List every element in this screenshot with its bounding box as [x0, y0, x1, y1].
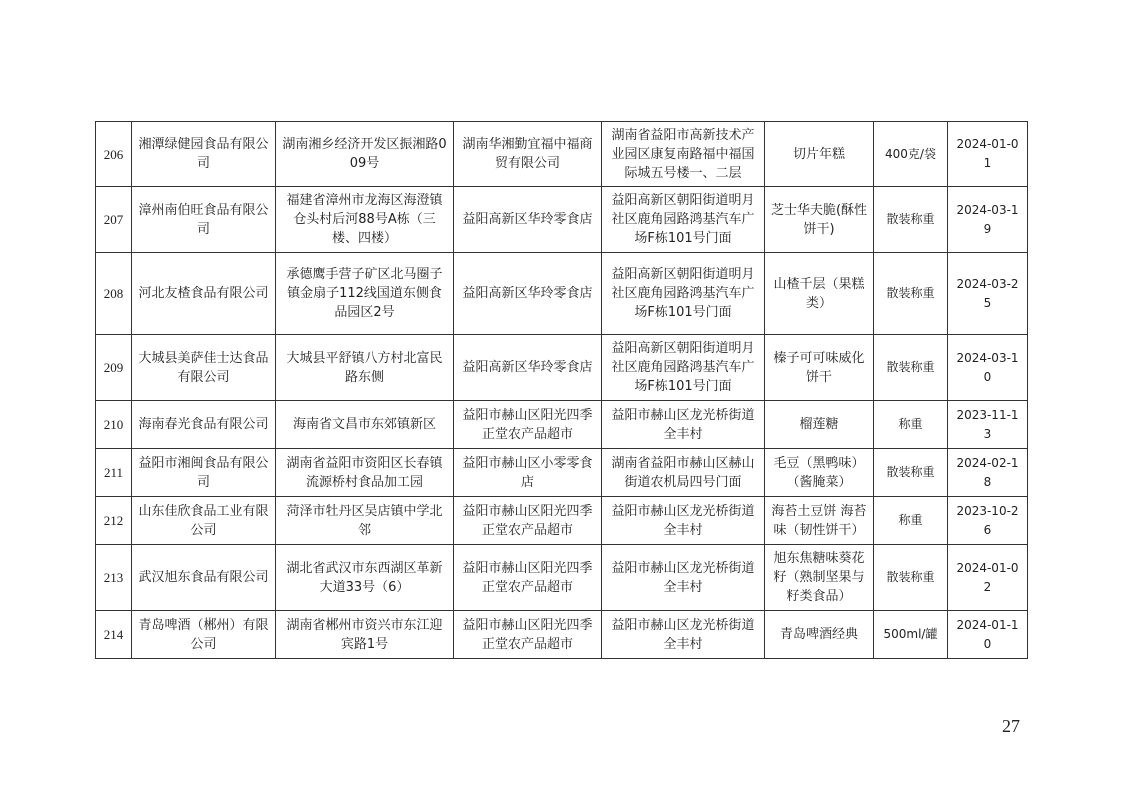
production-date: 2024-01-10: [948, 611, 1028, 659]
product-name: 旭东焦糖味葵花籽（熟制坚果与籽类食品）: [765, 545, 874, 611]
producer-address: 湖北省武汉市东西湖区革新大道33号（6）: [276, 545, 454, 611]
producer-address: 湖南省郴州市资兴市东江迎宾路1号: [276, 611, 454, 659]
seller-name: 益阳市赫山区阳光四季正堂农产品超市: [454, 401, 602, 449]
product-name: 榴莲糖: [765, 401, 874, 449]
seller-address: 湖南省益阳市高新技术产业园区康复南路福中福国际城五号楼一、二层: [602, 122, 765, 187]
seller-name: 益阳市赫山区小零零食店: [454, 449, 602, 497]
product-spec: 散装称重: [874, 545, 948, 611]
product-spec: 散装称重: [874, 187, 948, 253]
page-number: 27: [1002, 716, 1020, 736]
product-name: 山楂千层（果糕类）: [765, 253, 874, 335]
product-name: 海苔土豆饼 海苔味（韧性饼干）: [765, 497, 874, 545]
producer-address: 海南省文昌市东郊镇新区: [276, 401, 454, 449]
product-name: 榛子可可味威化饼干: [765, 335, 874, 401]
seller-name: 益阳市赫山区阳光四季正堂农产品超市: [454, 497, 602, 545]
producer-name: 大城县美萨佳士达食品有限公司: [132, 335, 276, 401]
seller-name: 益阳高新区华玲零食店: [454, 335, 602, 401]
table-row: [96, 497, 1028, 545]
product-name: 芝士华夫脆(酥性饼干): [765, 187, 874, 253]
table-row: [96, 401, 1028, 449]
table-row: [96, 545, 1028, 611]
seller-name: 益阳高新区华玲零食店: [454, 253, 602, 335]
row-index: 213: [96, 545, 132, 611]
product-spec: 散装称重: [874, 253, 948, 335]
producer-name: 海南春光食品有限公司: [132, 401, 276, 449]
seller-name: 益阳高新区华玲零食店: [454, 187, 602, 253]
product-spec: 称重: [874, 497, 948, 545]
producer-name: 武汉旭东食品有限公司: [132, 545, 276, 611]
production-date: 2024-02-18: [948, 449, 1028, 497]
seller-address: 益阳市赫山区龙光桥街道全丰村: [602, 401, 765, 449]
product-name: 切片年糕: [765, 122, 874, 187]
producer-name: 山东佳欣食品工业有限公司: [132, 497, 276, 545]
table-row: [96, 449, 1028, 497]
product-name: 毛豆（黑鸭味）（酱腌菜）: [765, 449, 874, 497]
table-row: [96, 611, 1028, 659]
producer-address: 湖南湘乡经济开发区振湘路009号: [276, 122, 454, 187]
row-index: 214: [96, 611, 132, 659]
production-date: 2024-03-25: [948, 253, 1028, 335]
table-row: [96, 122, 1028, 187]
producer-address: 福建省漳州市龙海区海澄镇仓头村后河88号A栋（三楼、四楼）: [276, 187, 454, 253]
product-name: 青岛啤酒经典: [765, 611, 874, 659]
table-row: [96, 335, 1028, 401]
product-spec: 500ml/罐: [874, 611, 948, 659]
producer-address: 承德鹰手营子矿区北马圈子镇金扇子112线国道东侧食品园区2号: [276, 253, 454, 335]
seller-name: 湖南华湘勤宜福中福商贸有限公司: [454, 122, 602, 187]
production-date: 2024-01-01: [948, 122, 1028, 187]
inspection-records-table: [95, 121, 1028, 659]
production-date: 2023-10-26: [948, 497, 1028, 545]
production-date: 2024-03-19: [948, 187, 1028, 253]
seller-name: 益阳市赫山区阳光四季正堂农产品超市: [454, 545, 602, 611]
seller-address: 益阳市赫山区龙光桥街道全丰村: [602, 545, 765, 611]
seller-address: 益阳高新区朝阳街道明月社区鹿角园路鸿基汽车广场F栋101号门面: [602, 187, 765, 253]
table-row: [96, 253, 1028, 335]
seller-address: 益阳市赫山区龙光桥街道全丰村: [602, 611, 765, 659]
row-index: 208: [96, 253, 132, 335]
product-spec: 散装称重: [874, 449, 948, 497]
producer-name: 益阳市湘闽食品有限公司: [132, 449, 276, 497]
row-index: 210: [96, 401, 132, 449]
product-spec: 散装称重: [874, 335, 948, 401]
production-date: 2023-11-13: [948, 401, 1028, 449]
seller-address: 益阳市赫山区龙光桥街道全丰村: [602, 497, 765, 545]
producer-name: 漳州南伯旺食品有限公司: [132, 187, 276, 253]
product-spec: 称重: [874, 401, 948, 449]
production-date: 2024-01-02: [948, 545, 1028, 611]
producer-address: 大城县平舒镇八方村北富民路东侧: [276, 335, 454, 401]
product-spec: 400克/袋: [874, 122, 948, 187]
seller-name: 益阳市赫山区阳光四季正堂农产品超市: [454, 611, 602, 659]
producer-address: 湖南省益阳市资阳区长春镇流源桥村食品加工园: [276, 449, 454, 497]
seller-address: 益阳高新区朝阳街道明月社区鹿角园路鸿基汽车广场F栋101号门面: [602, 335, 765, 401]
producer-name: 青岛啤酒（郴州）有限公司: [132, 611, 276, 659]
seller-address: 湖南省益阳市赫山区赫山街道农机局四号门面: [602, 449, 765, 497]
row-index: 212: [96, 497, 132, 545]
row-index: 211: [96, 449, 132, 497]
producer-name: 湘潭绿健园食品有限公司: [132, 122, 276, 187]
row-index: 206: [96, 122, 132, 187]
production-date: 2024-03-10: [948, 335, 1028, 401]
producer-address: 菏泽市牡丹区吴店镇中学北邻: [276, 497, 454, 545]
row-index: 209: [96, 335, 132, 401]
table-row: [96, 187, 1028, 253]
producer-name: 河北友楂食品有限公司: [132, 253, 276, 335]
seller-address: 益阳高新区朝阳街道明月社区鹿角园路鸿基汽车广场F栋101号门面: [602, 253, 765, 335]
row-index: 207: [96, 187, 132, 253]
